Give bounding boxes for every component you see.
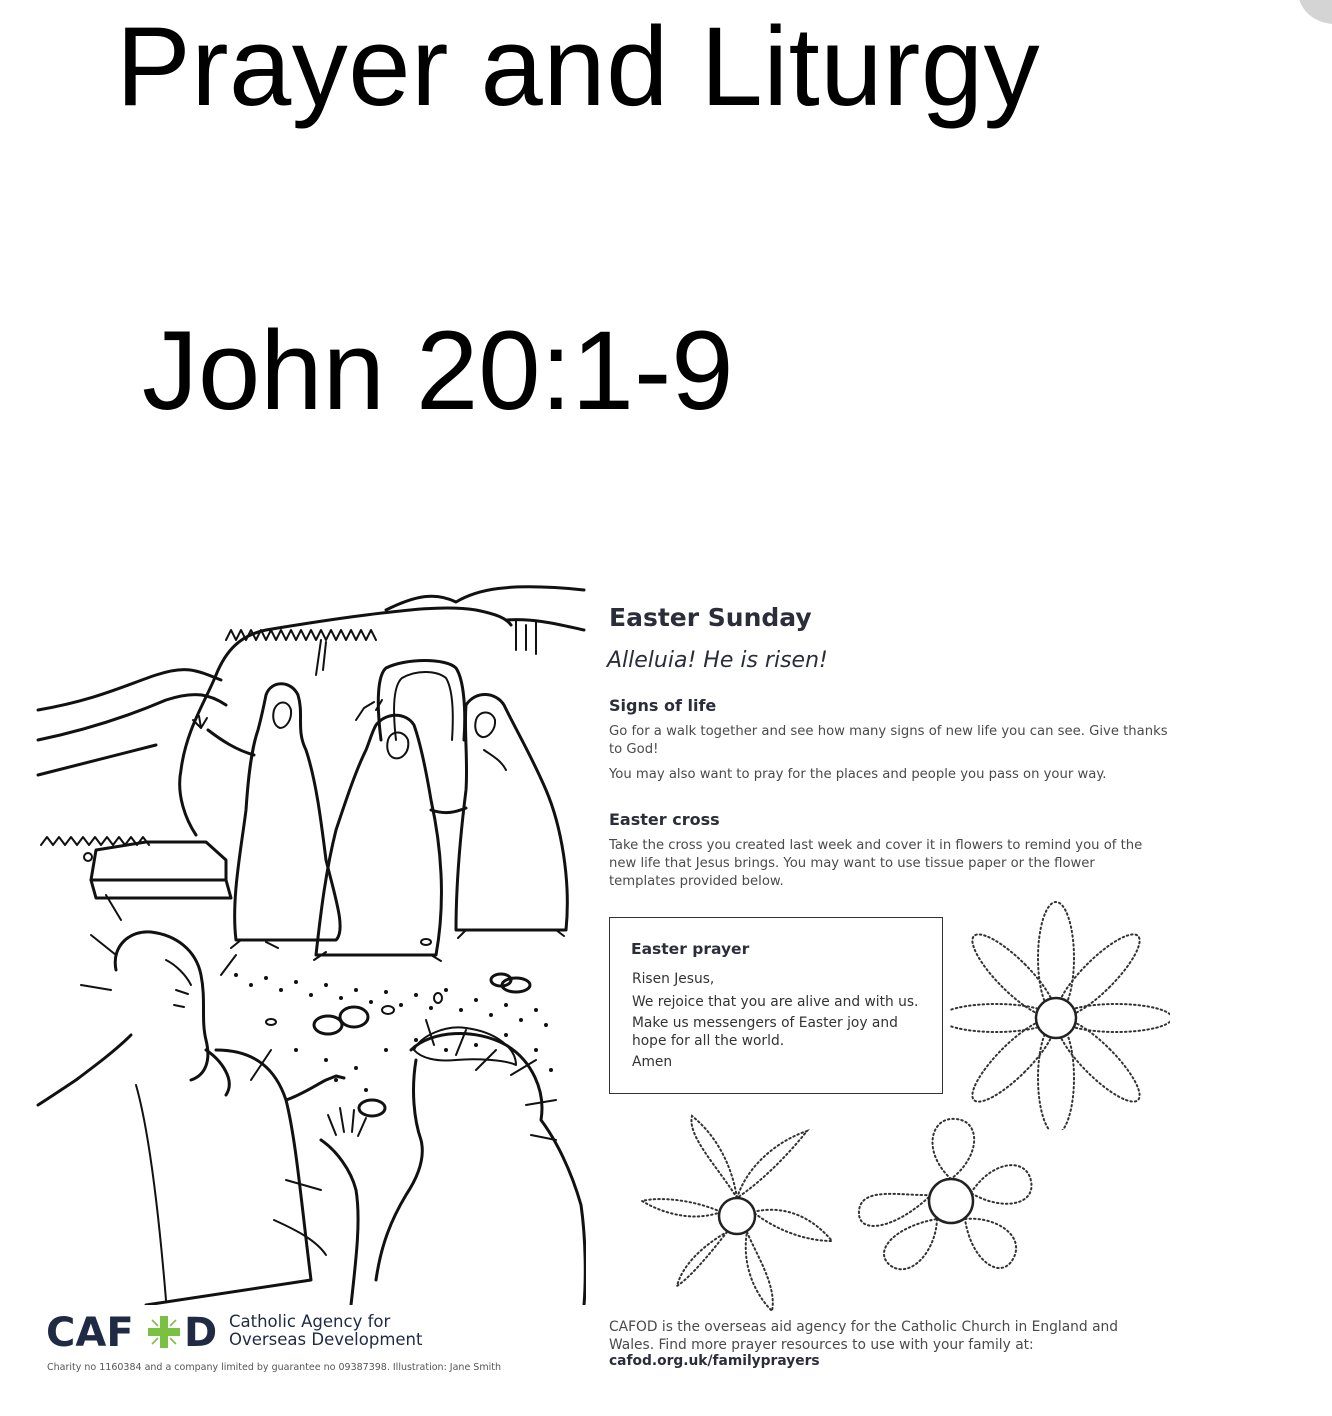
footer-about: CAFOD is the overseas aid agency for the Catholic Church in England and Wales. Find more prayer resources to use with your family at: [609,1319,1119,1353]
signs-of-life-paragraph: You may also want to pray for the places and people you pass on your way. [609,767,1107,782]
prayer-line: Amen [632,1054,673,1070]
logo-text-left: CAF [46,1310,134,1354]
footer-link[interactable]: cafod.org.uk/familyprayers [609,1353,820,1369]
prayer-line: Risen Jesus, [632,971,715,987]
signs-of-life-paragraph: Go for a walk together and see how many signs of new life you can see. Give thanks to God! [609,724,1168,757]
prayer-heading: Easter prayer [631,940,750,958]
charity-note: Charity no 1160384 and a company limited by guarantee no 09387398. Illustration: Jane Smith [47,1362,501,1373]
logo-tagline: Catholic Agency for Overseas Development [229,1312,423,1349]
prayer-line: We rejoice that you are alive and with us. [632,994,919,1010]
flower-template-icon [848,1108,1044,1288]
corner-decoration [1298,0,1332,24]
easter-cross-paragraph: Take the cross you created last week and cover it in flowers to remind you of the new life that Jesus brings. You may want to use tissue paper or the flower templates provided below. [609,838,1143,889]
sheet-title: Easter Sunday [609,603,812,632]
scripture-reference: John 20:1-9 [142,308,734,433]
sheet-subtitle: Alleluia! He is risen! [607,648,828,673]
prayer-line: Make us messengers of Easter joy and hope for all the world. [632,1015,898,1049]
easter-cross-heading: Easter cross [609,810,720,829]
logo-text-right: D [184,1310,218,1354]
flower-template-icon [950,900,1170,1130]
page-title: Prayer and Liturgy [116,4,1041,129]
empty-tomb-illustration [36,580,586,1305]
logo-cross-icon [148,1316,180,1348]
signs-of-life-heading: Signs of life [609,696,717,715]
flower-template-icon [636,1108,840,1318]
cafod-logo [46,1308,226,1354]
